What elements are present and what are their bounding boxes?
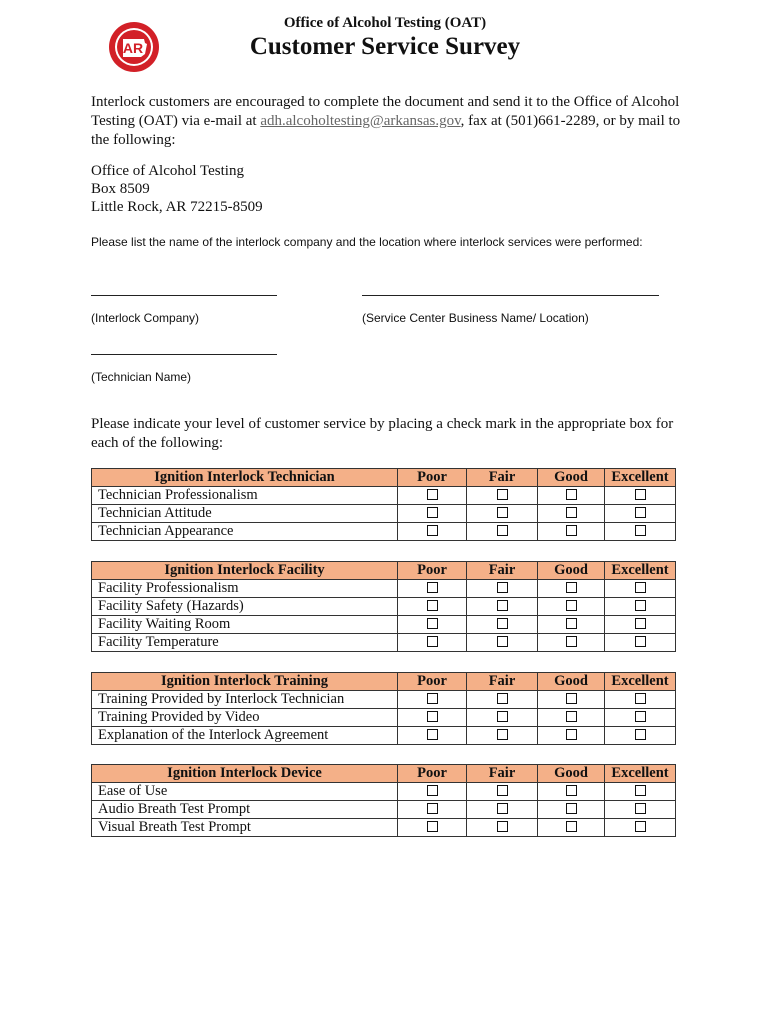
- checkbox-fair[interactable]: [497, 803, 508, 814]
- table-row: [92, 580, 676, 598]
- rating-header-good: Good: [538, 469, 605, 487]
- rating-table: [91, 764, 676, 837]
- table-row: [92, 709, 676, 727]
- rating-cell: [398, 801, 467, 819]
- rating-cell: [467, 783, 538, 801]
- rating-cell: [467, 727, 538, 745]
- interlock-company-field[interactable]: [91, 295, 277, 296]
- rating-header-good: Good: [538, 673, 605, 691]
- intro-text-after: , fax at (501)661-2289, or by mail to the following:: [91, 113, 681, 148]
- checkbox-excellent[interactable]: [635, 803, 646, 814]
- table-row: [92, 801, 676, 819]
- rating-cell: [467, 709, 538, 727]
- technician-name-field[interactable]: [91, 354, 277, 355]
- rating-cell: [538, 523, 605, 541]
- criterion-label: Audio Breath Test Prompt: [92, 801, 398, 819]
- rating-header-fair: Fair: [467, 673, 538, 691]
- criterion-label: Facility Professionalism: [92, 580, 398, 598]
- rating-cell: [538, 634, 605, 652]
- checkbox-good[interactable]: [566, 582, 577, 593]
- rating-cell: [538, 487, 605, 505]
- page-title: Customer Service Survey: [249, 33, 521, 60]
- checkbox-poor[interactable]: [427, 489, 438, 500]
- table-row: [92, 616, 676, 634]
- checkbox-fair[interactable]: [497, 693, 508, 704]
- rating-cell: [398, 634, 467, 652]
- rating-cell: [605, 634, 676, 652]
- table-header-row: [92, 765, 676, 783]
- checkbox-poor[interactable]: [427, 785, 438, 796]
- criterion-label: Technician Appearance: [92, 523, 398, 541]
- checkbox-poor[interactable]: [427, 711, 438, 722]
- checkbox-good[interactable]: [566, 600, 577, 611]
- section-title: Ignition Interlock Device: [92, 765, 398, 783]
- rating-cell: [467, 487, 538, 505]
- checkbox-excellent[interactable]: [635, 489, 646, 500]
- rating-header-good: Good: [538, 765, 605, 783]
- checkbox-good[interactable]: [566, 507, 577, 518]
- rating-cell: [538, 691, 605, 709]
- criterion-label: Visual Breath Test Prompt: [92, 819, 398, 837]
- rating-cell: [398, 616, 467, 634]
- checkbox-good[interactable]: [566, 711, 577, 722]
- rating-cell: [538, 819, 605, 837]
- rating-cell: [398, 709, 467, 727]
- checkbox-good[interactable]: [566, 618, 577, 629]
- rating-header-poor: Poor: [398, 562, 467, 580]
- checkbox-fair[interactable]: [497, 525, 508, 536]
- rating-cell: [467, 634, 538, 652]
- service-center-label: (Service Center Business Name/ Location): [362, 311, 589, 325]
- rating-cell: [398, 783, 467, 801]
- criterion-label: Explanation of the Interlock Agreement: [92, 727, 398, 745]
- checkbox-poor[interactable]: [427, 636, 438, 647]
- rating-header-poor: Poor: [398, 469, 467, 487]
- rating-header-excellent: Excellent: [605, 562, 676, 580]
- section-title: Ignition Interlock Training: [92, 673, 398, 691]
- checkbox-excellent[interactable]: [635, 711, 646, 722]
- email-link[interactable]: adh.alcoholtesting@arkansas.gov: [260, 113, 461, 129]
- checkbox-excellent[interactable]: [635, 600, 646, 611]
- checkbox-poor[interactable]: [427, 618, 438, 629]
- checkbox-fair[interactable]: [497, 618, 508, 629]
- checkbox-excellent[interactable]: [635, 729, 646, 740]
- checkbox-good[interactable]: [566, 525, 577, 536]
- checkbox-fair[interactable]: [497, 711, 508, 722]
- service-center-field[interactable]: [362, 295, 659, 296]
- intro-paragraph: [91, 93, 691, 150]
- rating-cell: [467, 523, 538, 541]
- table-row: [92, 783, 676, 801]
- checkbox-good[interactable]: [566, 803, 577, 814]
- checkbox-fair[interactable]: [497, 636, 508, 647]
- rating-cell: [398, 727, 467, 745]
- checkbox-fair[interactable]: [497, 821, 508, 832]
- section-title: Ignition Interlock Facility: [92, 562, 398, 580]
- rating-cell: [467, 598, 538, 616]
- intro-text-before: Interlock customers are encouraged to complete the document and send it to the Office of Alcohol Testing (OAT) via e-mail at: [91, 94, 680, 129]
- rating-header-excellent: Excellent: [605, 469, 676, 487]
- rating-cell: [398, 598, 467, 616]
- checkbox-poor[interactable]: [427, 803, 438, 814]
- logo-text: AR: [122, 40, 144, 56]
- address-line: Little Rock, AR 72215-8509: [91, 199, 263, 215]
- rating-cell: [605, 598, 676, 616]
- checkbox-excellent[interactable]: [635, 582, 646, 593]
- criterion-label: Facility Temperature: [92, 634, 398, 652]
- rating-cell: [605, 691, 676, 709]
- address-line: Box 8509: [91, 181, 150, 197]
- rating-table: [91, 672, 676, 745]
- rating-header-fair: Fair: [467, 469, 538, 487]
- checkbox-good[interactable]: [566, 693, 577, 704]
- criterion-label: Facility Waiting Room: [92, 616, 398, 634]
- rating-cell: [538, 709, 605, 727]
- rating-header-excellent: Excellent: [605, 673, 676, 691]
- rating-header-excellent: Excellent: [605, 765, 676, 783]
- checkbox-fair[interactable]: [497, 729, 508, 740]
- checkbox-fair[interactable]: [497, 582, 508, 593]
- table-header-row: [92, 673, 676, 691]
- checkbox-excellent[interactable]: [635, 525, 646, 536]
- checkbox-fair[interactable]: [497, 785, 508, 796]
- rating-cell: [398, 487, 467, 505]
- checkbox-good[interactable]: [566, 821, 577, 832]
- rating-header-fair: Fair: [467, 562, 538, 580]
- rating-cell: [538, 580, 605, 598]
- rating-header-fair: Fair: [467, 765, 538, 783]
- criterion-label: Technician Attitude: [92, 505, 398, 523]
- rating-header-good: Good: [538, 562, 605, 580]
- rating-cell: [605, 709, 676, 727]
- rating-cell: [538, 727, 605, 745]
- criterion-label: Training Provided by Interlock Technician: [92, 691, 398, 709]
- table-row: [92, 598, 676, 616]
- rating-cell: [467, 505, 538, 523]
- checkbox-excellent[interactable]: [635, 785, 646, 796]
- checkbox-excellent[interactable]: [635, 636, 646, 647]
- rating-cell: [538, 616, 605, 634]
- rating-cell: [605, 801, 676, 819]
- checkbox-good[interactable]: [566, 729, 577, 740]
- please-list-instructions: Please list the name of the interlock company and the location where interlock services were performed:: [91, 235, 643, 249]
- table-row: [92, 727, 676, 745]
- table-row: [92, 523, 676, 541]
- checkbox-poor[interactable]: [427, 600, 438, 611]
- rating-instructions: Please indicate your level of customer service by placing a check mark in the appropriate box for each of the following:: [91, 416, 674, 451]
- checkbox-fair[interactable]: [497, 507, 508, 518]
- rating-header-poor: Poor: [398, 673, 467, 691]
- technician-name-label: (Technician Name): [91, 370, 192, 384]
- table-row: [92, 634, 676, 652]
- rating-cell: [538, 783, 605, 801]
- criterion-label: Training Provided by Video: [92, 709, 398, 727]
- rating-cell: [605, 616, 676, 634]
- rating-cell: [605, 783, 676, 801]
- rating-table: [91, 468, 676, 541]
- rating-cell: [398, 505, 467, 523]
- address-line: Office of Alcohol Testing: [91, 163, 244, 179]
- rating-header-poor: Poor: [398, 765, 467, 783]
- checkbox-excellent[interactable]: [635, 507, 646, 518]
- criterion-label: Technician Professionalism: [92, 487, 398, 505]
- table-row: [92, 505, 676, 523]
- rating-cell: [398, 523, 467, 541]
- checkbox-poor[interactable]: [427, 693, 438, 704]
- rating-cell: [467, 616, 538, 634]
- checkbox-excellent[interactable]: [635, 821, 646, 832]
- table-row: [92, 487, 676, 505]
- table-header-row: [92, 562, 676, 580]
- checkbox-poor[interactable]: [427, 507, 438, 518]
- rating-cell: [398, 691, 467, 709]
- rating-cell: [467, 580, 538, 598]
- rating-cell: [467, 691, 538, 709]
- criterion-label: Facility Safety (Hazards): [92, 598, 398, 616]
- organization-name: Office of Alcohol Testing (OAT): [283, 15, 487, 31]
- mailing-address: [91, 162, 263, 216]
- table-header-row: [92, 469, 676, 487]
- rating-table: [91, 561, 676, 652]
- rating-cell: [605, 727, 676, 745]
- rating-cell: [467, 801, 538, 819]
- checkbox-poor[interactable]: [427, 821, 438, 832]
- checkbox-poor[interactable]: [427, 525, 438, 536]
- checkbox-good[interactable]: [566, 489, 577, 500]
- checkbox-fair[interactable]: [497, 600, 508, 611]
- rating-cell: [605, 523, 676, 541]
- interlock-company-label: (Interlock Company): [91, 311, 200, 325]
- table-row: [92, 691, 676, 709]
- rating-cell: [605, 505, 676, 523]
- checkbox-good[interactable]: [566, 636, 577, 647]
- checkbox-excellent[interactable]: [635, 618, 646, 629]
- rating-cell: [398, 819, 467, 837]
- rating-cell: [605, 580, 676, 598]
- rating-cell: [605, 487, 676, 505]
- checkbox-good[interactable]: [566, 785, 577, 796]
- criterion-label: Ease of Use: [92, 783, 398, 801]
- checkbox-poor[interactable]: [427, 582, 438, 593]
- rating-cell: [605, 819, 676, 837]
- table-row: [92, 819, 676, 837]
- rating-cell: [398, 580, 467, 598]
- checkbox-fair[interactable]: [497, 489, 508, 500]
- section-title: Ignition Interlock Technician: [92, 469, 398, 487]
- rating-cell: [538, 801, 605, 819]
- rating-cell: [467, 819, 538, 837]
- checkbox-poor[interactable]: [427, 729, 438, 740]
- rating-cell: [538, 598, 605, 616]
- checkbox-excellent[interactable]: [635, 693, 646, 704]
- rating-cell: [538, 505, 605, 523]
